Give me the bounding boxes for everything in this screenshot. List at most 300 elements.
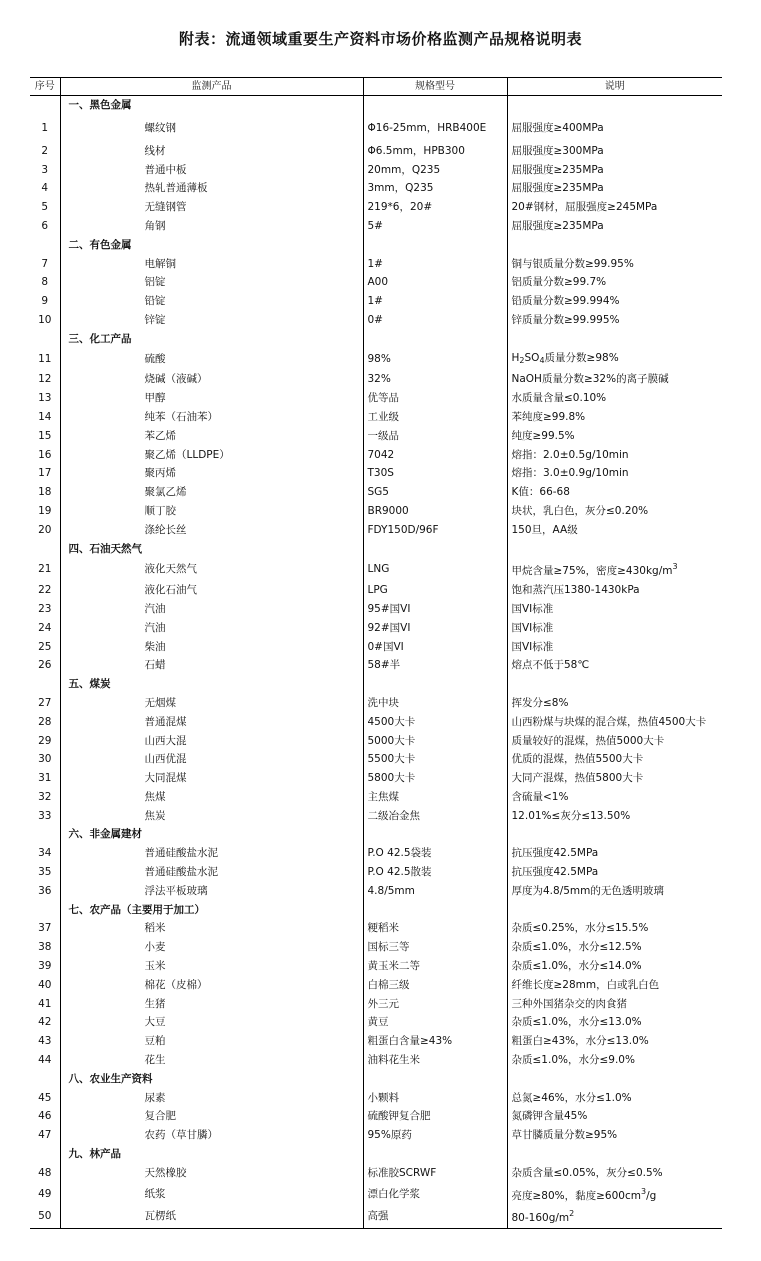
- product-name: 铝锭: [60, 273, 363, 292]
- spec-model: Φ16-25mm，HRB400E: [363, 115, 507, 142]
- product-name: 玉米: [60, 957, 363, 976]
- row-no: 11: [30, 349, 60, 371]
- row-no: 8: [30, 273, 60, 292]
- header-no: 序号: [30, 78, 60, 96]
- description-part: 2: [569, 1209, 575, 1219]
- row-no: 15: [30, 427, 60, 446]
- product-name: 焦炭: [60, 807, 363, 826]
- category-label: 九、林产品: [60, 1145, 363, 1164]
- category-label: 四、石油天然气: [60, 540, 363, 559]
- category-spec-cell: [363, 901, 507, 920]
- category-label: 二、有色金属: [60, 236, 363, 255]
- row-no: 37: [30, 919, 60, 938]
- product-name: 尿素: [60, 1089, 363, 1108]
- spec-model: 黄豆: [363, 1013, 507, 1032]
- product-name: 小麦: [60, 938, 363, 957]
- row-no: 30: [30, 750, 60, 769]
- table-row: [30, 502, 722, 521]
- row-no: 31: [30, 769, 60, 788]
- spec-model: 1#: [363, 255, 507, 274]
- spec-model: 白棉三级: [363, 976, 507, 995]
- description: 杂质≤1.0%，水分≤12.5%: [511, 941, 642, 954]
- category-row: [30, 236, 722, 255]
- spec-model: 1#: [363, 292, 507, 311]
- spec-model: 0#国VI: [363, 638, 507, 657]
- category-no-cell: [30, 236, 60, 255]
- product-name: 山西大混: [60, 732, 363, 751]
- row-no: 6: [30, 217, 60, 236]
- spec-model: 洗中块: [363, 694, 507, 713]
- category-label: 一、黑色金属: [60, 96, 363, 115]
- description: 质量较好的混煤，热值5000大卡: [511, 734, 665, 747]
- table-row: [30, 769, 722, 788]
- description: 优质的混煤，热值5500大卡: [511, 753, 644, 766]
- category-label: 八、农业生产资料: [60, 1070, 363, 1089]
- spec-model: 5000大卡: [363, 732, 507, 751]
- product-name: 螺纹钢: [60, 115, 363, 142]
- table-row: [30, 1089, 722, 1108]
- spec-model: 漂白化学浆: [363, 1183, 507, 1206]
- description-part: 80-160g/m: [511, 1212, 570, 1225]
- description-part: 甲烷含量≥75%，密度≥430kg/m: [511, 565, 673, 578]
- description: 三种外国猪杂交的肉食猪: [511, 997, 627, 1010]
- row-no: 19: [30, 502, 60, 521]
- row-no: 7: [30, 255, 60, 274]
- table-row: [30, 938, 722, 957]
- category-no-cell: [30, 330, 60, 349]
- category-spec-cell: [363, 675, 507, 694]
- category-no-cell: [30, 825, 60, 844]
- spec-model: Φ6.5mm，HPB300: [363, 142, 507, 161]
- spec-model: 优等品: [363, 389, 507, 408]
- spec-model: 标准胶SCRWF: [363, 1164, 507, 1183]
- product-name: 纯苯（石油苯）: [60, 408, 363, 427]
- category-no-cell: [30, 1070, 60, 1089]
- category-spec-cell: [363, 236, 507, 255]
- category-no-cell: [30, 675, 60, 694]
- table-row: [30, 581, 722, 600]
- category-no-cell: [30, 96, 60, 115]
- description: 国VI标准: [511, 640, 554, 653]
- category-spec-cell: [363, 330, 507, 349]
- description: 150旦，AA级: [511, 523, 578, 536]
- spec-model: 工业级: [363, 408, 507, 427]
- spec-model: 一级品: [363, 427, 507, 446]
- description-part: 2: [519, 355, 525, 365]
- category-row: [30, 825, 722, 844]
- product-name: 柴油: [60, 638, 363, 657]
- row-no: 50: [30, 1205, 60, 1228]
- spec-model: 5#: [363, 217, 507, 236]
- product-name: 汽油: [60, 600, 363, 619]
- table-row: [30, 619, 722, 638]
- spec-model: 219*6，20#: [363, 198, 507, 217]
- description: 屈服强度≥300MPa: [511, 144, 604, 157]
- category-spec-cell: [363, 825, 507, 844]
- product-name: 热轧普通薄板: [60, 179, 363, 198]
- product-name: 大豆: [60, 1013, 363, 1032]
- table-row: [30, 713, 722, 732]
- spec-model: 98%: [363, 349, 507, 371]
- description: 杂质含量≤0.05%，灰分≤0.5%: [511, 1166, 663, 1179]
- product-name: 生猪: [60, 995, 363, 1014]
- product-name: 电解铜: [60, 255, 363, 274]
- row-no: 17: [30, 464, 60, 483]
- description: 屈服强度≥400MPa: [511, 121, 604, 134]
- product-name: 汽油: [60, 619, 363, 638]
- row-no: 47: [30, 1126, 60, 1145]
- spec-model: P.O 42.5散装: [363, 863, 507, 882]
- table-row: [30, 446, 722, 465]
- description: [507, 349, 722, 371]
- spec-model: 黄玉米二等: [363, 957, 507, 976]
- description: 草甘膦质量分数≥95%: [511, 1129, 618, 1142]
- product-name: 液化石油气: [60, 581, 363, 600]
- spec-model: T30S: [363, 464, 507, 483]
- description: [507, 1205, 722, 1228]
- description-part: 3: [640, 1186, 647, 1196]
- category-label: 六、非金属建材: [60, 825, 363, 844]
- description-part: 3: [672, 562, 678, 572]
- product-name: 角钢: [60, 217, 363, 236]
- table-row: [30, 732, 722, 751]
- description-part: H: [511, 351, 520, 364]
- category-spec-cell: [363, 540, 507, 559]
- spec-model: 20mm，Q235: [363, 161, 507, 180]
- category-row: [30, 901, 722, 920]
- table-row: [30, 788, 722, 807]
- row-no: 38: [30, 938, 60, 957]
- category-desc-cell: [507, 901, 722, 920]
- description: 块状，乳白色，灰分≤0.20%: [511, 504, 649, 517]
- product-name: 农药（草甘膦）: [60, 1126, 363, 1145]
- spec-model: 7042: [363, 446, 507, 465]
- row-no: 40: [30, 976, 60, 995]
- description-part: 质量分数≥98%: [544, 351, 619, 364]
- product-name: 聚乙烯（LLDPE）: [60, 446, 363, 465]
- spec-model: 二级冶金焦: [363, 807, 507, 826]
- product-name: 涤纶长丝: [60, 521, 363, 540]
- product-name: 锌锭: [60, 311, 363, 330]
- category-no-cell: [30, 1145, 60, 1164]
- table-row: [30, 273, 722, 292]
- row-no: 3: [30, 161, 60, 180]
- product-name: 硫酸: [60, 349, 363, 371]
- table-row: [30, 370, 722, 389]
- table-row: [30, 957, 722, 976]
- product-name: 瓦楞纸: [60, 1205, 363, 1228]
- row-no: 13: [30, 389, 60, 408]
- table-row: [30, 600, 722, 619]
- description-part: /g: [646, 1189, 657, 1202]
- row-no: 5: [30, 198, 60, 217]
- spec-model: BR9000: [363, 502, 507, 521]
- row-no: 21: [30, 558, 60, 581]
- table-row: [30, 1126, 722, 1145]
- row-no: 2: [30, 142, 60, 161]
- product-name: 豆粕: [60, 1032, 363, 1051]
- description: 粗蛋白≥43%，水分≤13.0%: [511, 1035, 649, 1048]
- table-row: [30, 1107, 722, 1126]
- table-row: [30, 115, 722, 142]
- table-row: [30, 389, 722, 408]
- row-no: 32: [30, 788, 60, 807]
- table-row: [30, 198, 722, 217]
- description: NaOH质量分数≥32%的离子膜碱: [511, 373, 669, 386]
- category-label: 七、农产品（主要用于加工）: [60, 901, 363, 920]
- row-no: 27: [30, 694, 60, 713]
- header-spec: 规格型号: [363, 78, 507, 96]
- row-no: 18: [30, 483, 60, 502]
- row-no: 24: [30, 619, 60, 638]
- table-row: [30, 311, 722, 330]
- product-name: 普通硅酸盐水泥: [60, 863, 363, 882]
- description: 杂质≤0.25%，水分≤15.5%: [511, 922, 649, 935]
- product-name: 浮法平板玻璃: [60, 882, 363, 901]
- description: 氮磷钾含量45%: [511, 1110, 588, 1123]
- category-label: 五、煤炭: [60, 675, 363, 694]
- product-name: 液化天然气: [60, 558, 363, 581]
- row-no: 33: [30, 807, 60, 826]
- table-row: [30, 882, 722, 901]
- product-name: 无烟煤: [60, 694, 363, 713]
- row-no: 14: [30, 408, 60, 427]
- description: 屈服强度≥235MPa: [511, 163, 604, 176]
- description: [507, 1183, 722, 1206]
- spec-model: 高强: [363, 1205, 507, 1228]
- row-no: 16: [30, 446, 60, 465]
- category-spec-cell: [363, 1070, 507, 1089]
- row-no: 43: [30, 1032, 60, 1051]
- product-name: 普通硅酸盐水泥: [60, 844, 363, 863]
- category-row: [30, 1145, 722, 1164]
- category-desc-cell: [507, 540, 722, 559]
- product-name: 复合肥: [60, 1107, 363, 1126]
- description: 纯度≥99.5%: [511, 429, 575, 442]
- description: K值：66-68: [511, 486, 570, 499]
- description: 国VI标准: [511, 602, 554, 615]
- product-name: 聚氯乙烯: [60, 483, 363, 502]
- spec-model: 粗蛋白含量≥43%: [363, 1032, 507, 1051]
- table-row: [30, 1183, 722, 1206]
- table-row: [30, 976, 722, 995]
- category-desc-cell: [507, 1145, 722, 1164]
- description: 熔指：2.0±0.5g/10min: [511, 448, 629, 461]
- description: 熔点不低于58℃: [511, 659, 590, 672]
- row-no: 10: [30, 311, 60, 330]
- spec-model: 4.8/5mm: [363, 882, 507, 901]
- category-label: 三、化工产品: [60, 330, 363, 349]
- product-name: 纸浆: [60, 1183, 363, 1206]
- category-row: [30, 96, 722, 115]
- row-no: 26: [30, 656, 60, 675]
- row-no: 44: [30, 1051, 60, 1070]
- product-name: 石蜡: [60, 656, 363, 675]
- description: 铅质量分数≥99.994%: [511, 295, 620, 308]
- description: 水质量含量≤0.10%: [511, 392, 607, 405]
- table-row: [30, 483, 722, 502]
- description: 大同产混煤，热值5800大卡: [511, 772, 644, 785]
- spec-model: 5500大卡: [363, 750, 507, 769]
- description: 纤维长度≥28mm，白或乳白色: [511, 978, 660, 991]
- table-row: [30, 408, 722, 427]
- row-no: 12: [30, 370, 60, 389]
- product-name: 铅锭: [60, 292, 363, 311]
- product-name: 普通混煤: [60, 713, 363, 732]
- row-no: 9: [30, 292, 60, 311]
- product-name: 大同混煤: [60, 769, 363, 788]
- description-part: 亮度≥80%，黏度≥600cm: [511, 1189, 641, 1202]
- row-no: 46: [30, 1107, 60, 1126]
- description: 饱和蒸汽压1380-1430kPa: [511, 584, 640, 597]
- product-name: 无缝钢管: [60, 198, 363, 217]
- description: 20#钢材，屈服强度≥245MPa: [511, 201, 658, 214]
- product-name: 线材: [60, 142, 363, 161]
- spec-table-body: [30, 78, 722, 1229]
- category-no-cell: [30, 540, 60, 559]
- description: 熔指：3.0±0.9g/10min: [511, 467, 629, 480]
- row-no: 35: [30, 863, 60, 882]
- description: 铜与银质量分数≥99.95%: [511, 257, 634, 270]
- table-row: [30, 656, 722, 675]
- product-name: 烧碱（液碱）: [60, 370, 363, 389]
- table-row: [30, 349, 722, 371]
- page-title: 附表：流通领域重要生产资料市场价格监测产品规格说明表: [178, 30, 582, 48]
- description: 锌质量分数≥99.995%: [511, 313, 620, 326]
- description: 抗压强度42.5MPa: [511, 847, 599, 860]
- spec-model: 3mm，Q235: [363, 179, 507, 198]
- row-no: 23: [30, 600, 60, 619]
- spec-model: 92#国VI: [363, 619, 507, 638]
- description: 总氮≥46%，水分≤1.0%: [511, 1091, 632, 1104]
- category-desc-cell: [507, 675, 722, 694]
- description: 含硫量<1%: [511, 790, 569, 803]
- table-row: [30, 638, 722, 657]
- header-desc: 说明: [507, 78, 722, 96]
- product-name: 顺丁胶: [60, 502, 363, 521]
- description: [507, 558, 722, 581]
- row-no: 42: [30, 1013, 60, 1032]
- table-row: [30, 1205, 722, 1228]
- description: 铝质量分数≥99.7%: [511, 276, 607, 289]
- product-name: 稻米: [60, 919, 363, 938]
- product-name: 普通中板: [60, 161, 363, 180]
- description: 厚度为4.8/5mm的无色透明玻璃: [511, 884, 664, 897]
- category-row: [30, 540, 722, 559]
- row-no: 39: [30, 957, 60, 976]
- table-row: [30, 255, 722, 274]
- spec-model: 95#国VI: [363, 600, 507, 619]
- description-part: SO: [524, 351, 540, 364]
- table-row: [30, 161, 722, 180]
- row-no: 4: [30, 179, 60, 198]
- table-row: [30, 427, 722, 446]
- category-desc-cell: [507, 330, 722, 349]
- description: 杂质≤1.0%，水分≤9.0%: [511, 1054, 635, 1067]
- header-product: 监测产品: [60, 78, 363, 96]
- spec-model: LNG: [363, 558, 507, 581]
- description: 12.01%≤灰分≤13.50%: [511, 809, 631, 822]
- table-row: [30, 142, 722, 161]
- description: 挥发分≤8%: [511, 696, 569, 709]
- description: 屈服强度≥235MPa: [511, 219, 604, 232]
- spec-model: A00: [363, 273, 507, 292]
- description-part: 4: [539, 355, 545, 365]
- spec-model: 油料花生米: [363, 1051, 507, 1070]
- row-no: 45: [30, 1089, 60, 1108]
- product-name: 甲醇: [60, 389, 363, 408]
- row-no: 49: [30, 1183, 60, 1206]
- table-row: [30, 1032, 722, 1051]
- category-desc-cell: [507, 825, 722, 844]
- row-no: 22: [30, 581, 60, 600]
- product-name: 花生: [60, 1051, 363, 1070]
- spec-model: 32%: [363, 370, 507, 389]
- spec-model: 0#: [363, 311, 507, 330]
- category-desc-cell: [507, 236, 722, 255]
- spec-model: 4500大卡: [363, 713, 507, 732]
- description: 抗压强度42.5MPa: [511, 866, 599, 879]
- category-no-cell: [30, 901, 60, 920]
- description: 屈服强度≥235MPa: [511, 182, 604, 195]
- table-row: [30, 807, 722, 826]
- spec-model: 硫酸钾复合肥: [363, 1107, 507, 1126]
- table-row: [30, 217, 722, 236]
- table-row: [30, 179, 722, 198]
- category-row: [30, 330, 722, 349]
- row-no: 29: [30, 732, 60, 751]
- table-row: [30, 919, 722, 938]
- category-row: [30, 675, 722, 694]
- table-row: [30, 995, 722, 1014]
- description: 苯纯度≥99.8%: [511, 410, 586, 423]
- table-row: [30, 844, 722, 863]
- row-no: 48: [30, 1164, 60, 1183]
- table-row: [30, 1013, 722, 1032]
- spec-model: 国标三等: [363, 938, 507, 957]
- category-row: [30, 1070, 722, 1089]
- spec-model: 95%原药: [363, 1126, 507, 1145]
- spec-model: 主焦煤: [363, 788, 507, 807]
- row-no: 1: [30, 115, 60, 142]
- table-row: [30, 1164, 722, 1183]
- table-row: [30, 292, 722, 311]
- row-no: 34: [30, 844, 60, 863]
- table-row: [30, 863, 722, 882]
- row-no: 28: [30, 713, 60, 732]
- table-row: [30, 464, 722, 483]
- spec-model: 外三元: [363, 995, 507, 1014]
- spec-model: 小颗料: [363, 1089, 507, 1108]
- description: 杂质≤1.0%，水分≤14.0%: [511, 960, 642, 973]
- table-header-row: [30, 78, 722, 96]
- spec-table: [30, 77, 722, 1229]
- table-row: [30, 521, 722, 540]
- description: 杂质≤1.0%，水分≤13.0%: [511, 1016, 642, 1029]
- spec-model: 粳稻米: [363, 919, 507, 938]
- category-desc-cell: [507, 96, 722, 115]
- product-name: 天然橡胶: [60, 1164, 363, 1183]
- product-name: 焦煤: [60, 788, 363, 807]
- product-name: 苯乙烯: [60, 427, 363, 446]
- product-name: 山西优混: [60, 750, 363, 769]
- product-name: 棉花（皮棉）: [60, 976, 363, 995]
- spec-model: 58#半: [363, 656, 507, 675]
- category-spec-cell: [363, 1145, 507, 1164]
- product-name: 聚丙烯: [60, 464, 363, 483]
- row-no: 41: [30, 995, 60, 1014]
- row-no: 25: [30, 638, 60, 657]
